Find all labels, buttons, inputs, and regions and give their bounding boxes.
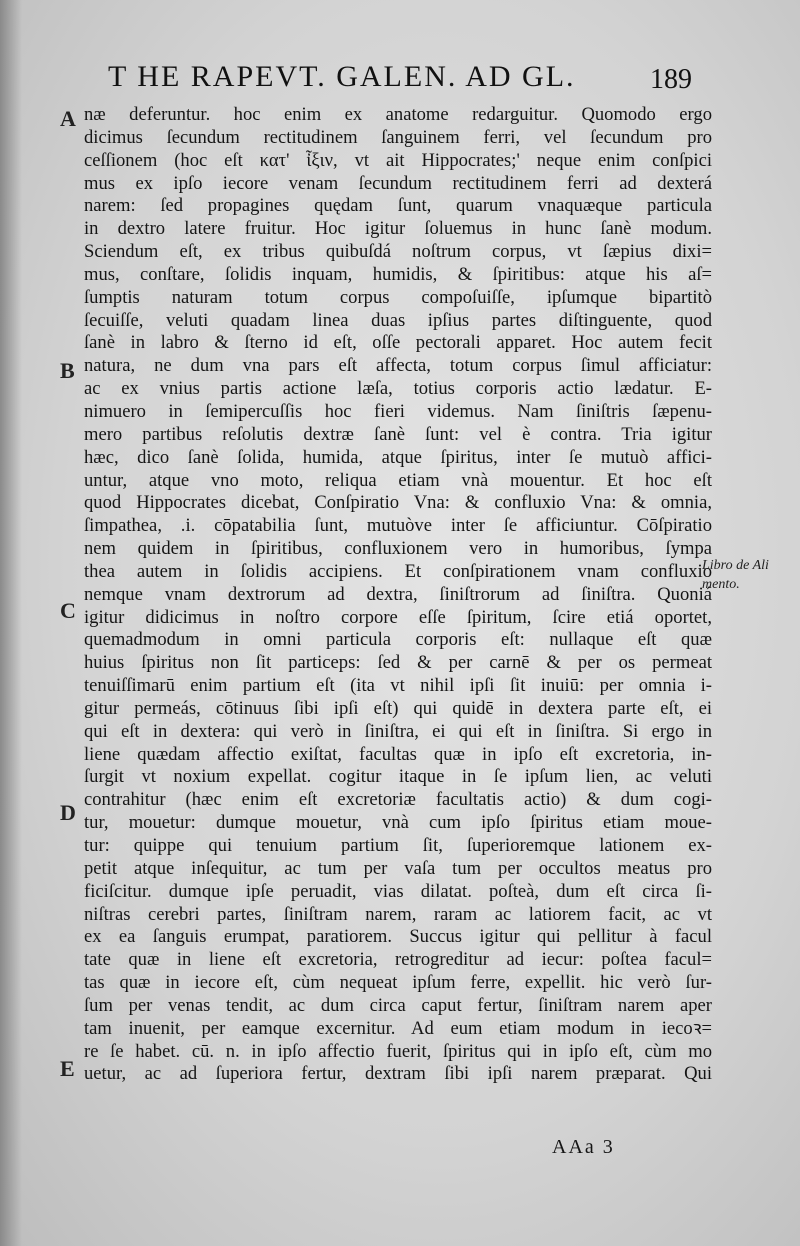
text-line: ſecuiſſe, veluti quadam linea duas ipſius partes diſtinguente, quod bbox=[84, 309, 712, 331]
margin-note-line: mento. bbox=[702, 577, 740, 592]
text-line: mero partibus reſolutis dextræ ſanè ſunt: vel è contra. Tria igitur bbox=[84, 423, 712, 445]
text-line: thea autem in ſolidis accipiens. Et conſpirationem vnam confluxio bbox=[84, 560, 712, 582]
running-header: T HE RAPEVT. GALEN. AD GL. bbox=[108, 60, 576, 93]
section-letter-b: B bbox=[60, 358, 75, 383]
text-line: ex ea ſanguis erumpat, paratiorem. Succus igitur qui pellitur à facul bbox=[84, 926, 712, 948]
text-line: uetur, ac ad ſuperiora fertur, dextram ſibi ipſi narem præparat. Qui bbox=[84, 1063, 712, 1085]
text-line: natura, ne dum vna pars eſt affecta, totum corpus ſimul afficiatur: bbox=[84, 355, 712, 377]
text-line: ficiſcitur. dumque ipſe peruadit, vias dilatat. poſteà, dum eſt circa ſi- bbox=[84, 880, 712, 902]
section-letter-a: A bbox=[60, 106, 76, 131]
text-line: ſurgit vt noxium expellat. cogitur itaque in ſe ipſum lien, ac veluti bbox=[84, 766, 712, 788]
binding-shadow bbox=[0, 0, 22, 1246]
text-line: niſtras cerebri partes, ſiniſtram narem, raram ac latiorem facit, ac vt bbox=[84, 903, 712, 925]
section-letter-e: E bbox=[60, 1056, 75, 1081]
text-line: narem: ſed propagines quędam ſunt, quarum vnaquæque particula bbox=[84, 195, 712, 217]
text-line: qui eſt in dextera: qui verò in ſiniſtra, ei qui eſt in ſiniſtra. Si ergo in bbox=[84, 720, 712, 742]
text-line: quemadmodum in omni particula corporis eſt: nullaque eſt quæ bbox=[84, 629, 712, 651]
text-line: untur, atque vno moto, reliqua etiam vnà mouentur. Et hoc eſt bbox=[84, 469, 712, 491]
text-line: tur: quippe qui tenuium partium ſit, ſuperioremque lationem ex- bbox=[84, 835, 712, 856]
text-line: re ſe habet. cū. n. in ipſo affectio fuerit, ſpiritus qui in ipſo eſt, cùm mo bbox=[84, 1040, 712, 1062]
text-line: ſimpathea, .i. cōpatabilia ſunt, mutuòve inter ſe afficiuntur. Cōſpiratio bbox=[84, 515, 712, 537]
text-line: tenuiſſimarū enim partium eſt (ita vt nihil ipſi ſit inuiū: per omnia i- bbox=[84, 675, 712, 697]
text-line: gitur permeás, cōtinuus ſibi ipſi eſt) qui quidē in dextera parte eſt, ei bbox=[84, 697, 712, 719]
text-line: nemque vnam dextrorum ad dextra, ſiniſtrorum ad ſiniſtra. Quoniá bbox=[84, 583, 712, 605]
margin-note-line: Libro de Ali bbox=[702, 558, 769, 573]
text-line: mus, conſtare, ſolidis inquam, humidis, & ſpiritibus: atque his aſ= bbox=[84, 263, 712, 285]
text-line: tas quæ in iecore eſt, cùm nequeat ipſum ferre, expellit. hic verò ſur- bbox=[84, 972, 712, 994]
page-number: 189 bbox=[650, 64, 692, 95]
text-line: hæc, dico ſanè ſolida, humida, atque ſpiritus, inter ſe mutuò affici- bbox=[84, 446, 712, 468]
text-line: quod Hippocrates dicebat, Conſpiratio Vna: & confluxio Vna: & omnia, bbox=[84, 492, 712, 514]
text-line: ac ex vnius partis actione læſa, totius corporis actio lædatur. E- bbox=[84, 378, 712, 400]
text-line: nimuero in ſemipercuſſis hoc fieri videmus. Nam ſiniſtris ſæpenu- bbox=[84, 400, 712, 422]
text-line: huius ſpiritus non ſit particeps: ſed & per carnē & per os permeat bbox=[84, 652, 712, 674]
text-line: igitur didicimus in noſtro corpore eſſe ſpiritum, ſcire etiá oportet, bbox=[84, 606, 712, 628]
section-letter-d: D bbox=[60, 800, 76, 825]
text-line: ſumptis naturam totum corpus compoſuiſſe, ipſumque bipartitò bbox=[84, 286, 712, 308]
signature-mark: AAa 3 bbox=[552, 1136, 615, 1158]
text-line: dicimus ſecundum rectitudinem ſanguinem ferri, vel ſecundum pro bbox=[84, 126, 712, 148]
text-line: tam inuenit, per eamque excernitur. Ad eum etiam modum in iecoꝛ= bbox=[84, 1017, 712, 1039]
text-line: ſum per venas tendit, ac dum circa caput fertur, ſiniſtram narem aper bbox=[84, 994, 712, 1016]
text-line: næ deferuntur. hoc enim ex anatome redarguitur. Quomodo ergo bbox=[84, 104, 712, 125]
text-line: Sciendum eſt, ex tribus quibuſdá noſtrum corpus, vt ſæpius dixi= bbox=[84, 241, 712, 263]
text-line: liene quædam affectio exiſtat, facultas quæ in ipſo eſt excretoria, in- bbox=[84, 743, 712, 765]
text-line: nem quidem in ſpiritibus, confluxionem vero in humoribus, ſympa bbox=[84, 538, 712, 560]
text-line: tate quæ in liene eſt excretoria, retrogreditur ad iecur: poſtea facul= bbox=[84, 949, 712, 971]
text-line: ſanè in labro & ſterno id eſt, oſſe pectorali apparet. Hoc autem fecit bbox=[84, 332, 712, 354]
text-line: tur, mouetur: dumque mouetur, vnà cum ipſo ſpiritus etiam moue- bbox=[84, 812, 712, 834]
section-letter-c: C bbox=[60, 598, 76, 623]
text-line: ceſſionem (hoc eſt κατ' ἶξιν, vt ait Hippocrates;' neque enim conſpici bbox=[84, 149, 712, 171]
margin-note bbox=[702, 556, 797, 594]
text-line: mus ex ipſo iecore venam ſecundum rectitudinem ferri ad dexterá bbox=[84, 172, 712, 194]
text-line: contrahitur (hæc enim eſt excretoriæ facultatis actio) & dum cogi- bbox=[84, 789, 712, 811]
body-text bbox=[84, 104, 712, 1086]
text-line: petit atque inſequitur, ac tum per vaſa tum per occultos meatus pro bbox=[84, 857, 712, 879]
text-line: in dextro latere fruitur. Hoc igitur ſoluemus in hunc ſanè modum. bbox=[84, 218, 712, 240]
